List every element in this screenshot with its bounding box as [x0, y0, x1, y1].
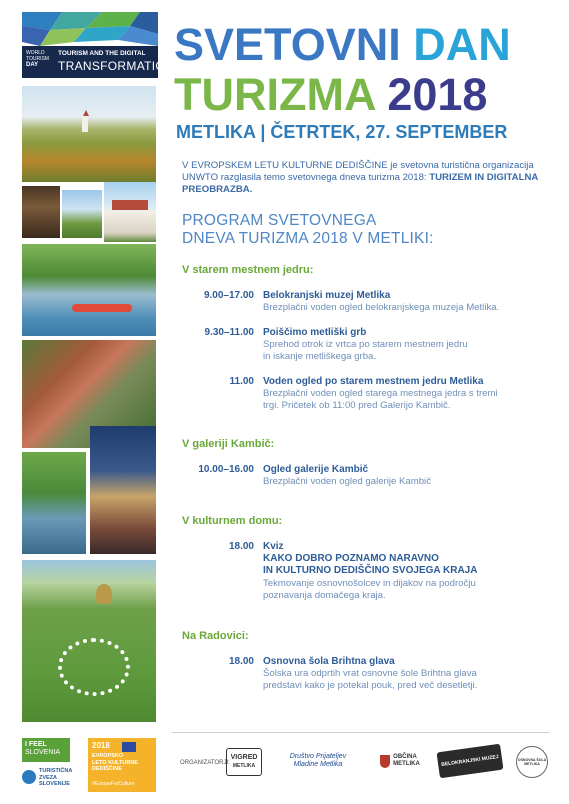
photo-night-festival — [90, 426, 156, 554]
program-heading — [182, 212, 434, 248]
title-word-dan: DAN — [413, 19, 511, 70]
event-title: Kviz — [263, 541, 284, 552]
event-title-line2: KAKO DOBRO POZNAMO NARAVNO — [263, 553, 439, 564]
photo-vineyard — [22, 86, 156, 182]
event-time: 11.00 — [229, 376, 254, 387]
event-description: Šolska ura odprtih vrat osnovne šole Brihtna glava — [263, 668, 477, 679]
intro-part1: V EVROPSKEM LETU KULTURNE DEDIŠČINE je svetovna turistična organizacija UNWTO razglasila temo svetovnega dneva turizma 2018: — [182, 160, 534, 183]
org-drustvo-prijateljev-mladine-logo: Društvo Prijateljev Mladine Metlika — [289, 753, 347, 768]
section-gallery-kambic: V galeriji Kambič: — [182, 438, 275, 450]
tzs-emblem-icon — [22, 770, 36, 784]
photo-wine-cellar — [22, 186, 60, 238]
event-title: Voden ogled po starem mestnem jedru Metlika — [263, 376, 484, 387]
title-line1 — [174, 20, 511, 70]
event-title: Osnovna šola Brihtna glava — [263, 656, 395, 667]
photo-cyclists — [62, 190, 102, 238]
event-title-line3: IN KULTURNO DEDIŠČINO SVOJEGA KRAJA — [263, 565, 478, 576]
program-heading-line2: DNEVA TURIZMA 2018 V METLIKI: — [182, 230, 434, 247]
event-description: Brezplačni voden ogled galerije Kambič — [263, 476, 431, 487]
event-time: 10.00–16.00 — [198, 464, 254, 475]
eu-flag-icon — [122, 742, 136, 752]
event-description: in iskanje metliškega grba. — [263, 351, 377, 362]
footer-divider — [172, 732, 550, 733]
photo-river-kayak — [22, 244, 156, 336]
intro-theme: TURIZEM IN DIGITALNA PREOBRAZBA. — [182, 172, 538, 195]
intro-text — [182, 160, 544, 196]
tzs-logo: TURISTIČNA ZVEZA SLOVENIJE — [22, 766, 82, 792]
org-vigred-logo: VIGRED METLIKA — [226, 748, 262, 776]
european-year-heritage-logo: 2018 EVROPSKO LETO KULTURNE DEDIŠČINE #EuropeForCulture — [88, 738, 156, 792]
section-radovica: Na Radovici: — [182, 630, 249, 642]
i-feel-slovenia-logo: I FEEL SLOVENIA — [22, 738, 70, 762]
title-word-turizma: TURIZMA — [174, 69, 375, 120]
logo-text-line1: TOURISM AND THE DIGITAL — [58, 50, 146, 57]
subtitle-place-date: METLIKA | ČETRTEK, 27. SEPTEMBER — [176, 122, 508, 142]
event-time: 9.00–17.00 — [203, 290, 254, 301]
event-time: 18.00 — [228, 541, 254, 552]
title-word-svetovni: SVETOVNI — [174, 19, 401, 70]
event-title: Ogled galerije Kambič — [263, 464, 369, 475]
logo-text-line2: TRANSFORMATION — [58, 59, 174, 73]
section-old-town: V starem mestnem jedru: — [182, 264, 314, 276]
event-description: Brezplačni voden ogled belokranjskega muzeja Metlika. — [263, 302, 500, 313]
org-obcina-metlika-logo: OBČINA METLIKA — [374, 748, 426, 774]
coat-of-arms-icon — [380, 755, 390, 768]
title-line2 — [174, 70, 487, 120]
photo-folk-dance — [22, 560, 156, 722]
event-title: Poiščimo metliški grb — [263, 327, 367, 338]
photo-castle — [104, 182, 156, 242]
event-time: 18.00 — [228, 656, 254, 667]
title-year: 2018 — [387, 69, 488, 120]
event-description: Sprehod otrok iz vrtca po starem mestnem jedru — [263, 339, 468, 350]
event-description: trgi. Pričetek ob 11:00 pred Galerijo Kambič. — [263, 400, 451, 411]
event-title: Belokranjski muzej Metlika — [263, 290, 391, 301]
event-description: poznavanja domačega kraja. — [263, 590, 386, 601]
logo-wtd-label: WORLD TOURISM DAY — [26, 50, 49, 68]
event-description: predstavi kako je potekal pouk, pred več desetletji. — [263, 680, 478, 691]
event-description: Tekmovanje osnovnošolcev in dijakov na področju — [263, 578, 476, 589]
world-tourism-day-logo — [22, 12, 174, 78]
section-culture-house: V kulturnem domu: — [182, 515, 283, 527]
program-heading-line1: PROGRAM SVETOVNEGA — [182, 212, 377, 229]
photo-river-bathers — [22, 452, 86, 554]
event-time: 9.30–11.00 — [204, 327, 254, 338]
org-school-seal-logo: OSNOVNA ŠOLA METLIKA — [516, 746, 548, 778]
event-description: Brezplačni voden ogled starega mestnega jedra s tremi — [263, 388, 498, 399]
org-belokranjski-muzej-logo: BELOKRANJSKI MUZEJ — [437, 744, 504, 779]
organizers-label: ORGANIZATORJI: — [180, 760, 230, 766]
